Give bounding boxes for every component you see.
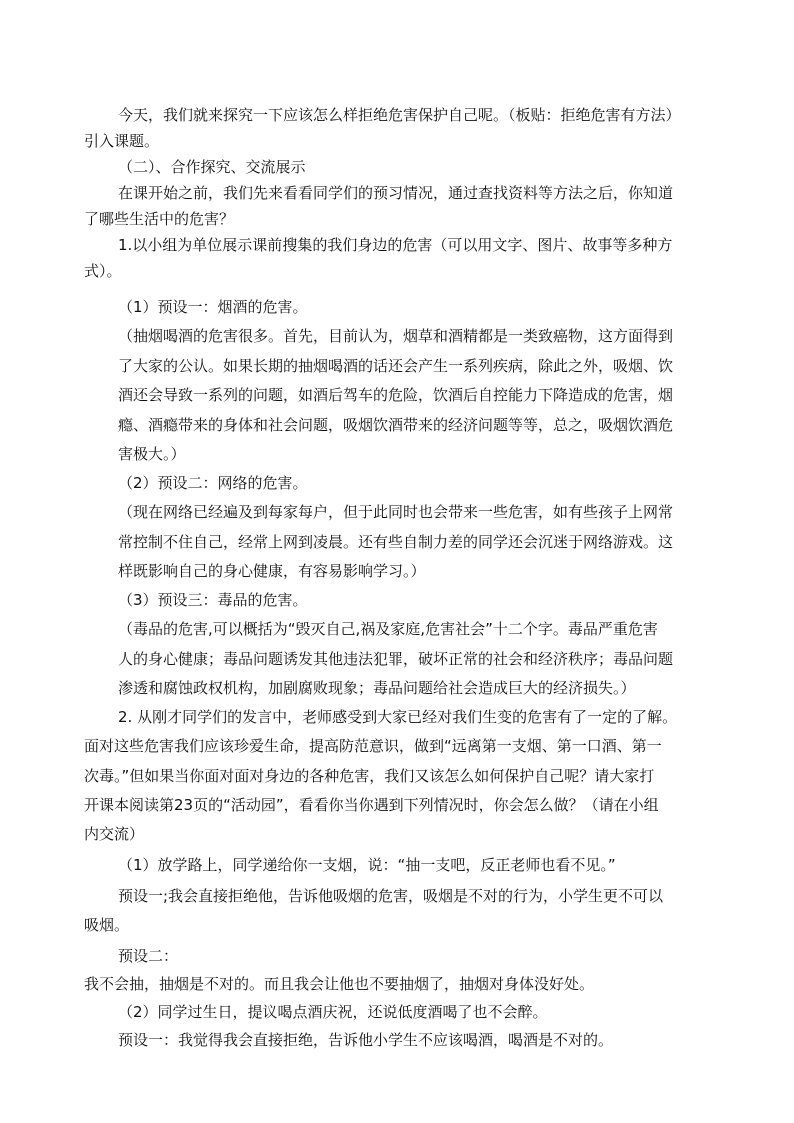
paragraph-line: （毒品的危害,可以概括为“毁灭自己,祸及家庭,危害社会”十二个字。毒品严重危害 (118, 620, 658, 638)
paragraph-line: 酒还会导致一系列的问题，如酒后驾车的危险，饮酒后自控能力下降造成的危害，烟 (118, 386, 674, 404)
subheading: （2）预设二：网络的危害。 (118, 474, 308, 492)
paragraph-line: 在课开始之前，我们先来看看同学们的预习情况，通过查找资料等方法之后，你知道 (118, 184, 674, 202)
subheading: （3）预设三：毒品的危害。 (118, 591, 308, 609)
paragraph-line: 次毒。”但如果当你面对面对身边的各种危害，我们又该怎么如何保护自己呢？请大家打 (84, 767, 655, 785)
paragraph-line: 2. 从刚才同学们的发言中，老师感受到大家已经对我们生变的危害有了一定的了解。 (118, 708, 678, 726)
paragraph-line: （1）放学路上，同学递给你一支烟，说：“抽一支吧，反正老师也看不见。” (118, 856, 616, 874)
paragraph-line: 1.以小组为单位展示课前搜集的我们身边的危害（可以用文字、图片、故事等多种方 (118, 236, 673, 254)
paragraph-line: 瘾、酒瘾带来的身体和社会问题，吸烟饮酒带来的经济问题等等，总之，吸烟饮酒危 (118, 416, 674, 434)
paragraph-line: 样既影响自己的身心健康，有容易影响学习。） (118, 562, 426, 580)
subheading: （1）预设一：烟酒的危害。 (118, 298, 308, 316)
paragraph-line: （抽烟喝酒的危害很多。首先，目前认为，烟草和酒精都是一类致癌物，这方面得到 (118, 327, 674, 345)
paragraph-line: （2）同学过生日，提议喝点酒庆祝，还说低度酒喝了也不会醉。 (118, 1003, 548, 1021)
paragraph-line: 我不会抽，抽烟是不对的。而且我会让他也不要抽烟了，抽烟对身体没好处。 (84, 975, 595, 993)
paragraph-line: 了哪些生活中的危害？ (84, 210, 235, 228)
paragraph-line: 开课本阅读第23页的“活动园”，看看你当你遇到下列情况时，你会怎么做？（请在小组 (84, 796, 659, 814)
paragraph-line: 式）。 (84, 262, 122, 280)
paragraph-line: 了大家的公认。如果长期的抽烟喝酒的话还会产生一系列疾病，除此之外，吸烟、饮 (118, 357, 674, 375)
paragraph-line: 内交流） (84, 825, 145, 843)
paragraph-line: 吸烟。 (84, 916, 130, 934)
paragraph-line: 引入课题。 (84, 132, 160, 150)
paragraph-line: 人的身心健康；毒品问题诱发其他违法犯罪，破坏正常的社会和经济秩序；毒品问题 (118, 650, 674, 668)
paragraph-line: 预设二： (118, 947, 179, 965)
paragraph-line: 今天，我们就来探究一下应该怎么样拒绝危害保护自己呢。（板贴：拒绝危害有方法） (118, 106, 681, 124)
paragraph-line: 面对这些危害我们应该珍爱生命，提高防范意识，做到“远离第一支烟、第一口酒、第一 (84, 737, 662, 755)
paragraph-line: 预设一：我觉得我会直接拒绝，告诉他小学生不应该喝酒，喝酒是不对的。 (118, 1031, 614, 1049)
paragraph-line: 常控制不住自己，经常上网到凌晨。还有些自制力差的同学还会沉迷于网络游戏。这 (118, 533, 674, 551)
paragraph-line: 渗透和腐蚀政权机构，加剧腐败现象；毒品问题给社会造成巨大的经济损失。） (118, 679, 636, 697)
paragraph-line: 预设一;我会直接拒绝他，告诉他吸烟的危害，吸烟是不对的行为，小学生更不可以 (118, 887, 664, 905)
paragraph-line: 害极大。） (118, 445, 186, 463)
paragraph-line: （现在网络已经遍及到每家每户，但于此同时也会带来一些危害，如有些孩子上网常 (118, 503, 674, 521)
section-heading: （二）、合作探究、交流展示 (118, 158, 306, 176)
